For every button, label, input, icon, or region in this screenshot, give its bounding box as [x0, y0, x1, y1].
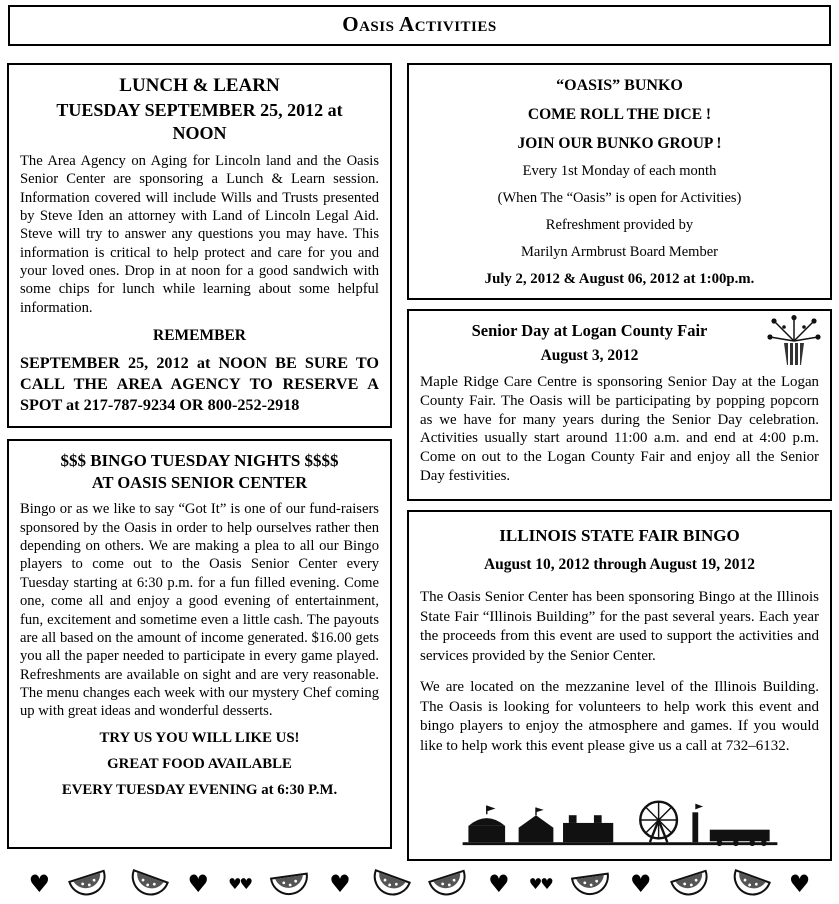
decorative-border [19, 864, 820, 904]
watermelon-slice-icon [367, 866, 413, 902]
page-header [8, 5, 831, 46]
heart-icon: ♥ [28, 870, 51, 898]
bunko-title: “OASIS” BUNKO [556, 77, 683, 94]
bingo-section [7, 439, 392, 849]
left-column [7, 63, 392, 849]
watermelon-slice-icon [66, 866, 111, 901]
lunch-learn-remember: REMEMBER [153, 327, 246, 345]
watermelon-slice-icon [426, 866, 471, 901]
state-fair-body-1: The Oasis Senior Center has been sponsoring Bingo at the Illinois State Fair “Illinois Building” for the past several years. Each year the proceeds from this event are used to support the activities and services provided by the Senior Center. [420, 589, 819, 664]
senior-day-section [407, 309, 832, 501]
lunch-learn-body: The Area Agency on Aging for Lincoln land and the Oasis Senior Center are sponsoring a Lunch & Learn session. Information covered will include Wills and Trusts presented by Steve Iden an attorney with Land of Lincoln Legal Aid. Steve will try to answer any questions you may have. This information is critical to help protect and care for you and your loved ones. Drop in at noon for a good sandwich with some chips for lunch while learning about some helpful information. [20, 152, 379, 316]
state-fair-title: ILLINOIS STATE FAIR BINGO [499, 526, 740, 545]
senior-day-date: August 3, 2012 [540, 347, 639, 364]
heart-icon: ♥ [488, 870, 510, 898]
bunko-info-line: Refreshment provided by [545, 217, 694, 233]
bunko-info-line: (When The “Oasis” is open for Activities) [497, 190, 742, 206]
bingo-footer-line: GREAT FOOD AVAILABLE [107, 755, 292, 772]
state-fair-date: August 10, 2012 through August 19, 2012 [483, 556, 756, 573]
bunko-section [407, 63, 832, 300]
state-fair-body-2: We are located on the mezzanine level of the Illinois Building. The Oasis is looking for volunteers to help work this event and bingo players to enjoy the atmosphere and games. If you would like to help work this event please give us a call at 732–6132. [420, 679, 819, 754]
heart-icon: ♥ [629, 870, 652, 898]
bunko-info-line: Every 1st Monday of each month [522, 163, 717, 179]
watermelon-slice-icon [668, 866, 713, 901]
watermelon-slice-icon [125, 866, 171, 902]
heart-icon: ♥ [329, 870, 351, 898]
senior-day-body: Maple Ridge Care Centre is sponsoring Senior Day at the Logan County Fair. The Oasis will be participating by popping popcorn as we have for many years during the Senior Day celebration. Activities usually start around 11:00 a.m. and end at 4:00 p.m. Come on out to the Logan County Fair and enjoy all the Senior Day festivities. [420, 374, 819, 484]
lunch-learn-subtitle: TUESDAY SEPTEMBER 25, 2012 at NOON [56, 100, 343, 144]
bingo-footer-line: EVERY TUESDAY EVENING at 6:30 P.M. [61, 781, 338, 798]
bingo-title: $$$ BINGO TUESDAY NIGHTS $$$$ [60, 451, 339, 471]
lunch-learn-notice: SEPTEMBER 25, 2012 at NOON BE SURE TO CALL THE AREA AGENCY TO RESERVE A SPOT at 217-787-9234 OR 800-252-2918 [20, 354, 379, 415]
bunko-info-line: Marilyn Armbrust Board Member [521, 244, 718, 260]
watermelon-slice-icon [569, 869, 612, 898]
content-columns [7, 63, 832, 861]
bingo-subtitle: AT OASIS SENIOR CENTER [91, 473, 308, 493]
popcorn-burst-icon [765, 315, 823, 367]
heart-icon: ♥ [788, 870, 811, 898]
watermelon-slice-icon [727, 866, 773, 902]
bingo-footer-line: TRY US YOU WILL LIKE US! [99, 729, 300, 746]
page-title: Oasis Activities [342, 12, 497, 36]
right-column [407, 63, 832, 861]
bunko-bold-line: JOIN OUR BUNKO GROUP ! [517, 135, 722, 152]
bingo-body: Bingo or as we like to say “Got It” is one of our fund-raisers sponsored by the Oasis in order to help ourselves rather then depending on others. We are making a plea to all our Bingo players to come out to the Oasis Senior Center every Tuesday starting at 6:30 p.m. for a fun filled evening. Come one, come all and enjoy a good evening of entertainment, fun, excitement and sometime even a little cash. The payouts are all based on the amount of income generated. $16.00 gets you all the paper needed to participate in every game played. Refreshments are available on sight and are very reasonable. The menu changes each week with our mystery Chef coming up with great ideas and wonderful desserts. [20, 501, 379, 720]
state-fair-section [407, 510, 832, 861]
carnival-skyline-icon [420, 791, 819, 849]
watermelon-slice-icon [269, 869, 312, 898]
heart-icon: ♥ [187, 870, 209, 898]
heart-pair-icon: ♥♥ [228, 874, 251, 893]
senior-day-title: Senior Day at Logan County Fair [471, 321, 708, 340]
lunch-learn-title: LUNCH & LEARN [119, 75, 280, 96]
lunch-learn-section [7, 63, 392, 428]
bunko-bold-line: COME ROLL THE DICE ! [527, 106, 712, 123]
heart-pair-icon: ♥♥ [528, 874, 552, 893]
bunko-dates: July 2, 2012 & August 06, 2012 at 1:00p.m. [484, 271, 755, 287]
